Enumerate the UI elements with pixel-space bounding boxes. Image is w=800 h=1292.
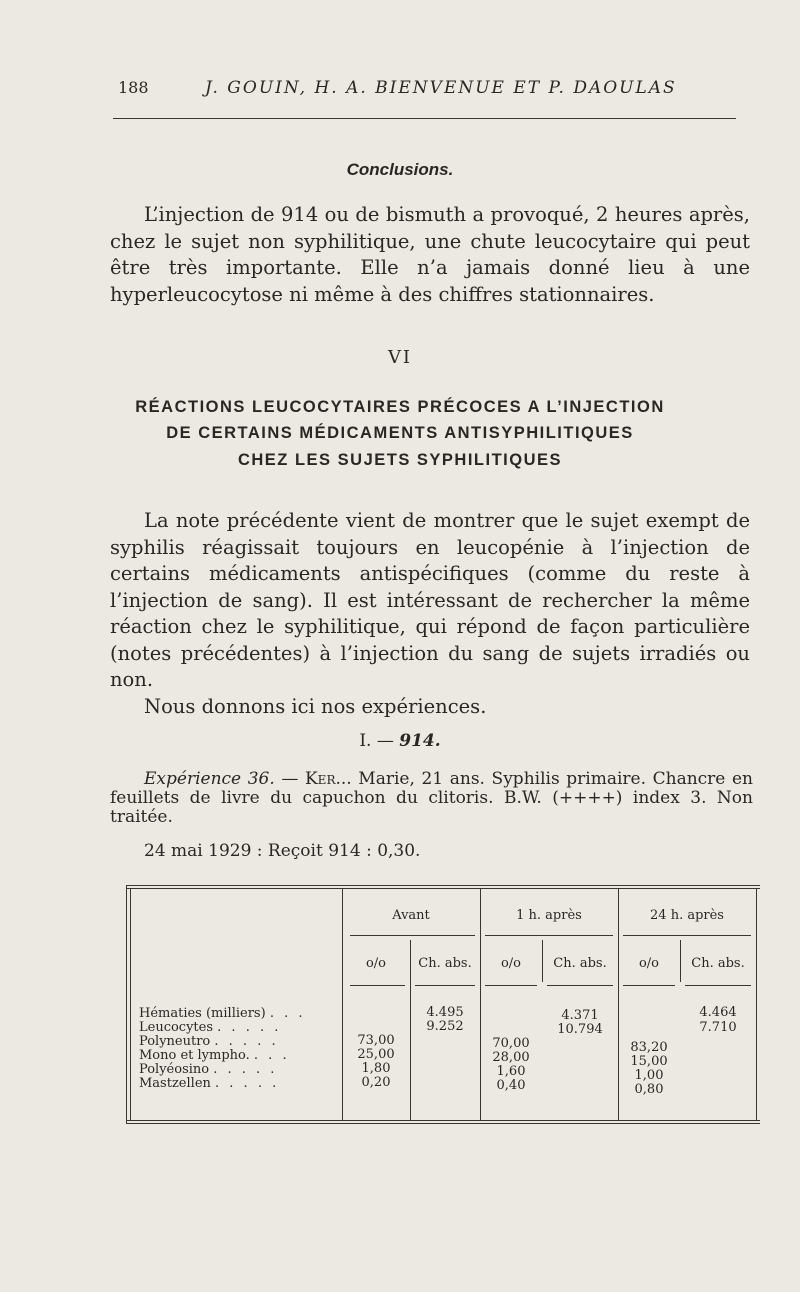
leucocyte-table xyxy=(120,885,760,1125)
cell-1h-abs: 10.794 xyxy=(557,1022,603,1037)
cell-24h-abs: 7.710 xyxy=(699,1020,737,1035)
conclusions-text: L’injection de 914 ou de bismuth a provoqué, 2 heures après, chez le sujet non syphilitique, une chute leucocytaire qui peut être très importante. Elle n’a jamais donné lieu à une hyperleucocytose ni même à des chiffres stationnaires. xyxy=(110,203,750,306)
subsection-prefix: I. — xyxy=(359,731,394,751)
experiment-text: ... Marie, 21 ans. Syphilis primaire. Chancre en feuillets de livre du capuchon du clitoris. B.W. (++++) index 3. Non traitée. xyxy=(110,769,753,827)
page-number: 188 xyxy=(118,78,149,97)
row-label: Leucocytes . . . . . xyxy=(139,1020,282,1035)
group-rule-1h xyxy=(485,935,613,936)
cell-24h-pct: 15,00 xyxy=(630,1054,668,1069)
cell-avant-pct: 73,00 xyxy=(357,1033,395,1048)
section-title-line-2: DE CERTAINS MÉDICAMENTS ANTISYPHILITIQUES xyxy=(166,424,634,442)
cell-24h-pct: 1,00 xyxy=(634,1068,664,1083)
table-top-rule xyxy=(126,885,760,886)
cell-avant-abs: 9.252 xyxy=(426,1019,464,1034)
subsection-heading xyxy=(0,731,800,751)
group-header-avant: Avant xyxy=(392,908,430,923)
experiment-dash: — xyxy=(274,769,305,789)
subheader-avant-abs: Ch. abs. xyxy=(418,956,472,971)
experiment-description xyxy=(110,770,753,827)
subsection-number: 914. xyxy=(399,731,441,751)
cell-1h-pct: 1,60 xyxy=(496,1064,526,1079)
subheader-24h-abs: Ch. abs. xyxy=(691,956,745,971)
section-number: VI xyxy=(387,347,413,368)
subcol-rule-2 xyxy=(415,985,475,986)
row-label: Hématies (milliers) . . . xyxy=(139,1006,306,1021)
cell-1h-pct: 70,00 xyxy=(492,1036,530,1051)
experiment-label: Expérience 36. xyxy=(144,769,275,789)
subcol-rule-5 xyxy=(623,985,675,986)
section-body xyxy=(110,508,750,720)
cell-1h-abs: 4.371 xyxy=(561,1008,599,1023)
cell-1h-pct: 0,40 xyxy=(496,1078,526,1093)
subcol-rule-4 xyxy=(547,985,613,986)
table-right-border xyxy=(756,888,757,1120)
conclusions-paragraph xyxy=(110,202,750,308)
row-label: Polyéosino . . . . . xyxy=(139,1062,278,1077)
table-left-border xyxy=(126,885,127,1123)
running-title: J. GOUIN, H. A. BIENVENUE ET P. DAOULAS xyxy=(205,78,677,98)
section-paragraph-2: Nous donnons ici nos expériences. xyxy=(144,694,487,718)
header-rule xyxy=(113,118,736,119)
subheader-24h-pct: o/o xyxy=(638,956,660,971)
page-header xyxy=(0,78,800,102)
subheader-avant-pct: o/o xyxy=(365,956,387,971)
subheader-1h-abs: Ch. abs. xyxy=(553,956,607,971)
cell-24h-pct: 0,80 xyxy=(634,1082,664,1097)
section-paragraph-1: La note précédente vient de montrer que le sujet exempt de syphilis réagissait toujours en leucopénie à l’injection de certains médicaments antispécifiques (comme du reste à l’injection de sang). Il est intéressant de rechercher la même réaction chez le syphilitique, qui répond de façon particulière (notes précédentes) à l’injection du sang de sujets irradiés ou non. xyxy=(110,509,750,691)
cell-avant-pct: 1,80 xyxy=(361,1061,391,1076)
experiment-name: Ker xyxy=(304,769,336,789)
experiment-date: 24 mai 1929 : Reçoit 914 : 0,30. xyxy=(144,841,421,861)
row-label: Mono et lympho. . . . xyxy=(139,1048,290,1063)
cell-avant-pct: 0,20 xyxy=(361,1075,391,1090)
cell-24h-pct: 83,20 xyxy=(630,1040,668,1055)
group-rule-avant xyxy=(350,935,475,936)
conclusions-title: Conclusions. xyxy=(346,160,454,179)
cell-24h-abs: 4.464 xyxy=(699,1005,737,1020)
section-title-line-1: RÉACTIONS LEUCOCYTAIRES PRÉCOCES A L’INJECTION xyxy=(135,398,665,416)
subheader-1h-pct: o/o xyxy=(500,956,522,971)
cell-avant-pct: 25,00 xyxy=(357,1047,395,1062)
group-header-1h: 1 h. après xyxy=(516,908,582,923)
subcol-rule-6 xyxy=(685,985,751,986)
table-bottom-rule-inner xyxy=(126,1123,760,1124)
cell-1h-pct: 28,00 xyxy=(492,1050,530,1065)
subcol-rule-1 xyxy=(350,985,405,986)
group-rule-24h xyxy=(623,935,751,936)
row-label: Polyneutro . . . . . xyxy=(139,1034,279,1049)
table-left-border-inner xyxy=(130,888,131,1120)
section-title-line-3: CHEZ LES SUJETS SYPHILITIQUES xyxy=(237,451,563,469)
table-bottom-rule xyxy=(126,1120,760,1121)
cell-avant-abs: 4.495 xyxy=(426,1005,464,1020)
subcol-rule-3 xyxy=(485,985,537,986)
table-top-rule-inner xyxy=(126,888,760,889)
row-label: Mastzellen . . . . . xyxy=(139,1076,280,1091)
group-header-24h: 24 h. après xyxy=(650,908,724,923)
